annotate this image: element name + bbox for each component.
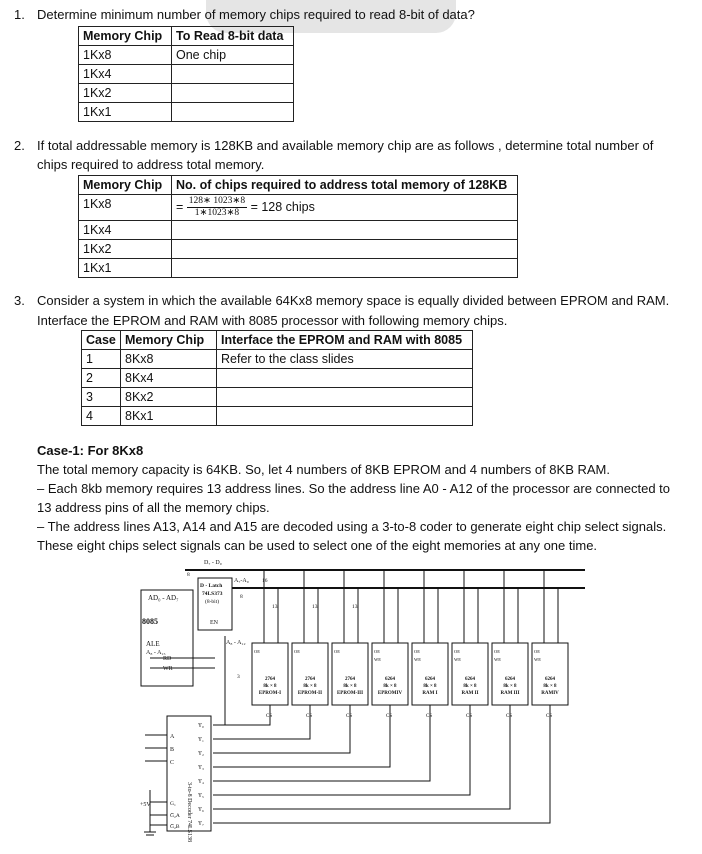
chip-size: 8k × 8 xyxy=(543,684,557,689)
table-cell: 1 xyxy=(82,350,121,369)
table-cell: 1Kx1 xyxy=(79,103,172,122)
chip-part: 6264 xyxy=(545,677,555,682)
chip-cs-label: CS xyxy=(426,714,433,719)
chip-cs-label: CS xyxy=(506,714,513,719)
plus5v-label: +5V xyxy=(140,802,151,808)
table-cell xyxy=(217,407,473,426)
table-cell xyxy=(172,240,518,259)
decoder-output-4: Y̅₄ xyxy=(198,779,204,785)
rd-label: RD xyxy=(163,656,172,662)
column-header: Memory Chip xyxy=(79,27,172,46)
table-row xyxy=(82,407,473,426)
table-cell: 4 xyxy=(82,407,121,426)
chip-name: RAM II xyxy=(461,691,479,696)
fraction-numerator: 128∗ 1023∗8 xyxy=(188,196,246,206)
column-header: To Read 8-bit data xyxy=(172,27,294,46)
chip-we-label: WE xyxy=(374,657,381,662)
interface-diagram xyxy=(0,550,702,850)
cs-wire xyxy=(213,723,270,725)
cs-wire xyxy=(213,723,550,823)
chip-size: 8k × 8 xyxy=(503,684,517,689)
chip-size: 8k × 8 xyxy=(343,684,357,689)
chip-name: EPROMIV xyxy=(377,691,403,696)
bus-width-label: 8 xyxy=(240,594,243,600)
decoder-output-7: Y̅₇ xyxy=(198,821,204,827)
q2-table xyxy=(78,175,518,278)
table-cell xyxy=(217,369,473,388)
chip-oe-label: OE xyxy=(454,649,460,654)
ad-bus-label: AD₀ - AD₇ xyxy=(148,594,179,602)
table-cell: 1Kx2 xyxy=(79,240,172,259)
table-header-row xyxy=(79,176,518,195)
decoder-enable-g2a: G̅₂A xyxy=(170,813,180,819)
chip-name: RAM III xyxy=(500,691,520,696)
table-cell: One chip xyxy=(172,46,294,65)
chip-cs-label: CS xyxy=(346,714,353,719)
bus-width-label: 13 xyxy=(272,604,278,610)
cs-wire xyxy=(213,723,390,767)
table-cell: 2 xyxy=(82,369,121,388)
table-cell-formula xyxy=(172,195,518,221)
latch-part: 74LS373 xyxy=(202,591,223,597)
addr-high-label: A₈ - A₁₂ xyxy=(226,640,246,646)
decoder-output-5: Y̅₅ xyxy=(198,793,204,799)
table-cell xyxy=(172,65,294,84)
bus-width-label: 16 xyxy=(262,578,268,584)
table-cell xyxy=(172,259,518,278)
table-row xyxy=(79,84,294,103)
chip-we-label: WE xyxy=(494,657,501,662)
latch-enable: EN xyxy=(210,620,218,626)
decoder-input-a: A xyxy=(170,734,175,740)
chip-cs-label: CS xyxy=(306,714,313,719)
addr-low-label: A₇-A₀ xyxy=(234,578,249,584)
memory-chip-7 xyxy=(213,570,528,809)
latch-bits: (8-bit) xyxy=(205,599,220,605)
table-row xyxy=(79,259,518,278)
fraction xyxy=(187,196,247,219)
case1-paragraph-3-line-2: These eight chips select signals can be used to select one of the eight memories at any one time. xyxy=(37,538,598,553)
chip-name: RAMIV xyxy=(541,691,559,696)
chip-oe-label: OE xyxy=(334,649,340,654)
data-bus-label: D₇ - D₀ xyxy=(204,560,222,566)
question-number: 1. xyxy=(14,7,25,22)
processor-label: 8085 xyxy=(142,617,158,626)
chip-oe-label: OE xyxy=(534,649,540,654)
chip-oe-label: OE xyxy=(374,649,380,654)
question-text: Determine minimum number of memory chips required to read 8-bit of data? xyxy=(37,7,475,22)
table-cell: 1Kx4 xyxy=(79,65,172,84)
memory-chip-3 xyxy=(213,570,368,753)
column-header: No. of chips required to address total memory of 128KB xyxy=(172,176,518,195)
formula-prefix: = xyxy=(176,199,184,214)
table-cell: 1Kx4 xyxy=(79,221,172,240)
chip-part: 6264 xyxy=(425,677,435,682)
decoder-input-b: B xyxy=(170,747,175,753)
chip-name: RAM I xyxy=(422,691,438,696)
table-header-row xyxy=(79,27,294,46)
chip-part: 2764 xyxy=(305,677,315,682)
table-cell xyxy=(172,103,294,122)
chip-we-label: WE xyxy=(414,657,421,662)
formula-result: = 128 chips xyxy=(250,199,315,214)
table-row xyxy=(82,350,473,369)
bus-width-label: 13 xyxy=(312,604,318,610)
bus-width-label: 13 xyxy=(352,604,358,610)
chip-cs-label: CS xyxy=(386,714,393,719)
cs-wire xyxy=(213,723,510,809)
wr-label: WR xyxy=(163,666,173,672)
chip-oe-label: OE xyxy=(414,649,420,654)
chip-part: 2764 xyxy=(345,677,355,682)
table-row xyxy=(79,240,518,259)
table-cell: 1Kx2 xyxy=(79,84,172,103)
cs-wire xyxy=(213,723,470,795)
chip-name: EPROM-III xyxy=(336,691,364,696)
bus-width-label: 3 xyxy=(237,674,240,680)
table-cell: 1Kx8 xyxy=(79,46,172,65)
fraction-denominator: 1∗1023∗8 xyxy=(194,208,240,218)
table-header-row xyxy=(82,331,473,350)
chip-name: EPROM-II xyxy=(297,691,323,696)
decoder-enable-g1: G₁ xyxy=(170,801,176,807)
ale-label: ALE xyxy=(146,640,160,648)
case1-paragraph-2-line-2: 13 address pins of all the memory chips. xyxy=(37,500,270,515)
table-cell: 8Kx2 xyxy=(121,388,217,407)
table-cell: 8Kx1 xyxy=(121,407,217,426)
decoder-label: 3-to-8 Decoder 74LS138 xyxy=(186,782,192,842)
chip-oe-label: OE xyxy=(294,649,300,654)
question-text-line-2: chips required to address total memory. xyxy=(37,157,265,172)
table-cell: 8Kx8 xyxy=(121,350,217,369)
memory-chips xyxy=(213,570,568,823)
chip-name: EPROM-I xyxy=(258,691,282,696)
memory-chip-6 xyxy=(213,570,488,795)
question-text-line-1: If total addressable memory is 128KB and available memory chip are as follows , determine total number of xyxy=(37,138,654,153)
chip-oe-label: OE xyxy=(254,649,260,654)
chip-part: 6264 xyxy=(385,677,395,682)
chip-size: 8k × 8 xyxy=(423,684,437,689)
table-row xyxy=(79,46,294,65)
decoder-input-c: C xyxy=(170,760,175,766)
decoder-output-3: Y̅₃ xyxy=(198,765,204,771)
table-cell xyxy=(172,84,294,103)
decoder-output-0: Y̅₀ xyxy=(198,723,204,729)
table-row xyxy=(82,388,473,407)
q3-table xyxy=(81,330,473,426)
bus-width-label: 8 xyxy=(187,572,190,578)
decoder-outputs xyxy=(198,722,204,827)
table-cell: 1Kx1 xyxy=(79,259,172,278)
chip-cs-label: CS xyxy=(466,714,473,719)
question-number: 2. xyxy=(14,138,25,153)
chip-we-label: WE xyxy=(534,657,541,662)
case1-paragraph-1: The total memory capacity is 64KB. So, let 4 numbers of 8KB EPROM and 4 numbers of 8KB RAM. xyxy=(37,462,610,477)
chip-we-label: WE xyxy=(454,657,461,662)
cs-wire xyxy=(213,723,350,753)
chip-part: 6264 xyxy=(505,677,515,682)
column-header: Memory Chip xyxy=(121,331,217,350)
chip-part: 6264 xyxy=(465,677,475,682)
memory-chip-1 xyxy=(213,570,288,725)
chip-cs-label: CS xyxy=(266,714,273,719)
table-cell: 8Kx4 xyxy=(121,369,217,388)
table-cell: 3 xyxy=(82,388,121,407)
cs-wire xyxy=(213,723,430,781)
case1-heading: Case-1: For 8Kx8 xyxy=(37,443,144,458)
table-cell xyxy=(217,388,473,407)
column-header: Case xyxy=(82,331,121,350)
decoder-enable-g2b: G̅₂B xyxy=(170,824,180,830)
table-cell: Refer to the class slides xyxy=(217,350,473,369)
column-header: Interface the EPROM and RAM with 8085 xyxy=(217,331,473,350)
column-header: Memory Chip xyxy=(79,176,172,195)
table-cell: 1Kx8 xyxy=(79,195,172,221)
question-text-line-2: Interface the EPROM and RAM with 8085 processor with following memory chips. xyxy=(37,313,508,328)
memory-chip-8 xyxy=(213,570,568,823)
decoder-output-2: Y̅₂ xyxy=(198,751,204,757)
chip-size: 8k × 8 xyxy=(463,684,477,689)
chip-size: 8k × 8 xyxy=(303,684,317,689)
chip-oe-label: OE xyxy=(494,649,500,654)
q1-table xyxy=(78,26,294,122)
chip-part: 2764 xyxy=(265,677,275,682)
chip-size: 8k × 8 xyxy=(383,684,397,689)
chip-size: 8k × 8 xyxy=(263,684,277,689)
latch-title: D - Latch xyxy=(200,583,223,589)
decoder-output-6: Y̅₆ xyxy=(198,807,204,813)
table-row xyxy=(82,369,473,388)
question-text-line-1: Consider a system in which the available 64Kx8 memory space is equally divided between EPROM and RAM. xyxy=(37,293,670,308)
table-row xyxy=(79,65,294,84)
case1-paragraph-3-line-1: – The address lines A13, A14 and A15 are decoded using a 3-to-8 coder to generate eight chip select signals. xyxy=(37,519,667,534)
table-cell xyxy=(172,221,518,240)
table-row xyxy=(79,195,518,221)
question-number: 3. xyxy=(14,293,25,308)
case1-paragraph-2-line-1: – Each 8kb memory requires 13 address lines. So the address line A0 - A12 of the processor are connected to xyxy=(37,481,671,496)
memory-chip-5 xyxy=(213,570,448,781)
table-row xyxy=(79,103,294,122)
a8-a15-label: A₈ - A₁₅ xyxy=(146,650,166,656)
chip-cs-label: CS xyxy=(546,714,553,719)
decoder-output-1: Y̅₁ xyxy=(198,737,204,743)
table-row xyxy=(79,221,518,240)
